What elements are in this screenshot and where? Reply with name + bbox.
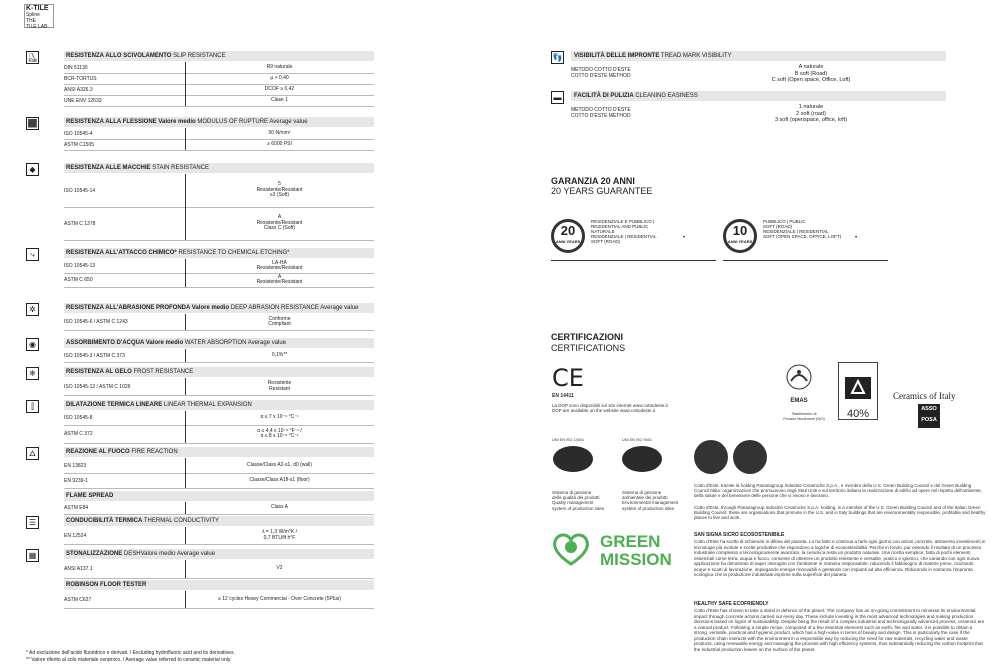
spec-subtitle: DESHValore medio Average value [123,551,216,557]
spec-title: DILATAZIONE TERMICA LINEARE [66,402,163,408]
spec-standard: EN 12524 [64,527,186,544]
spec-section-header [64,516,374,526]
gbc-text-en: Cotto d'Este, through Panariagroup Industrie Ceramiche S.p.A. holding, is a member of the U.S. Green Building Council and of the Italian Green Building Council: these are organisations that promote in the U.S. and in Italy buildings that are environmentally responsible, profitable and healthy places to live and work. [694,505,986,521]
spec-section-header [64,51,374,61]
brand-sub: THE [26,18,36,24]
guarantee-box [551,215,716,261]
spec-section-header [64,367,374,377]
footnote: ** Valore riferito al solo materiale ceramico. / Average value referred to ceramic material only. [26,657,232,663]
spec-standard: ISO 10545-6 / ASTM C 1243 [64,314,186,330]
brand-sub: TILE LAB [26,24,48,30]
spec-value: LA-HA Resistente/Resistant [256,259,303,271]
spec-row [64,259,374,274]
spec-value: A Resistente/Resistant Class C (Soft) [256,214,303,232]
ceramics-of-italy-logo: Ceramics of Italy [893,391,956,401]
spec-value: λ = 1,3 W/m°K / 0,7 BTU/ft h°F [262,529,297,541]
spec-value: 50 N/mm² [268,129,291,136]
spec-standard: ASTM C1505 [64,139,186,150]
guarantee-mark: • [855,235,858,241]
spec-title: ASSORBIMENTO D'ACQUA Valore medio [66,340,184,346]
ce-mark-icon: CE [552,364,584,392]
spec-value: DCOF ≥ 0,42 [264,85,295,92]
spec-value: µ > 0,40 [270,74,289,81]
spec-subtitle: CLEANING EASINESS [635,93,698,99]
spec-standard: ASTM C 372 [64,425,186,443]
spec-section-header [64,163,374,173]
spec-section-header [571,51,946,61]
spec-row [64,378,374,396]
en-standard: EN 14411 [552,393,574,399]
spec-standard: ISO 10545-13 [64,259,186,273]
recycled-content-badge [838,362,878,420]
spec-method: METODO COTTO D'ESTE COTTO D'ESTE METHOD [571,67,631,79]
guarantee-subtitle: 20 YEARS GUARANTEE [551,186,653,196]
guarantee-text: RESIDENZIALE E PUBBLICO | RESIDENTIAL AND PUBLIC NATURALE RESIDENZIALE | RESIDENTIAL SOFT (ROAD) [591,219,657,244]
spec-title: STONALIZZAZIONE [66,551,123,557]
weight-icon: ⬛ [27,119,38,128]
guarantee-medal-icon [551,219,585,253]
guarantee-box [723,215,888,261]
spec-standard: ISO 10545-12 / ASTM C 1026 [64,378,186,395]
spec-subtitle: STAIN RESISTANCE [152,165,210,171]
spec-section-header [571,91,946,101]
guarantee-text: PUBBLICO | PUBLIC SOFT (ROAD) RESIDENZIALE | RESIDENTIAL SOFT (OPEN SPACE, OFFICE, LOFT) [763,219,842,239]
spec-value: ≥ 12 cycles Heavy Commercial - Over Concrete (5Plus) [218,595,341,602]
spec-standard: ISO 10545-4 [64,128,186,139]
spec-subtitle: SLIP RESISTANCE [173,53,226,59]
spec-title: RESISTENZA ALL'ATTACCO CHIMICO* [66,250,177,256]
spec-standard: ISO 10545-14 [64,174,186,207]
spec-row [64,174,374,208]
spec-standard: ASTM C 650 [64,273,186,287]
spec-row [64,425,374,444]
green-mission-line2: MISSION [600,550,672,569]
water-drop-icon: ◉ [26,338,39,351]
green-mission-line1: GREEN [600,532,661,551]
slip-icon: ⛸ [27,53,38,62]
stain-icon: ◆ [26,163,39,176]
spec-value: R9 naturale [266,63,293,70]
eco-title-it: SAN SIGNA SICRO ECOSOSTENIBILE [694,532,785,538]
spec-title: RESISTENZA ALL'ABRASIONE PROFONDA Valore medio [66,305,230,311]
spec-subtitle: FIRE REACTION [131,449,178,455]
flame-icon: 🜂 [26,447,39,460]
spec-title: RESISTENZA ALLA FLESSIONE Valore medio [66,119,196,125]
spec-row [64,139,374,151]
abrasion-icon: ✲ [26,303,39,316]
spec-value: α ≤ 4,4 x 10⁻⁶ °F⁻¹ / α ≤ 8 x 10⁻⁶ °C⁻¹ [257,427,302,439]
spec-value: V2 [276,565,283,572]
guarantee-mark: • [683,235,686,241]
guarantee-years-label: ANNI YEARS [727,239,753,244]
spec-title: CONDUCIBILITÀ TERMICA [66,518,143,524]
spec-standard: ASTM C627 [64,591,186,608]
spec-standard: BCR-TORTUS [64,73,186,84]
spec-title: RESISTENZA ALLE MACCHIE [66,165,151,171]
spec-row [64,560,374,579]
spec-row [64,273,374,288]
iso-certification-seal-icon [553,446,593,472]
spec-subtitle: TREAD MARK VISIBILITY [660,53,732,59]
eco-body-it: Cotto d'Este ha scelto di schierarsi in difesa del pianeta. Lo ha fatto e continua a farlo ogni giorno con azioni concrete, attraverso investimenti in tecnologie più evolute e scelte produttive che rispondono a logiche di ecosostenibilità. Perché in fondo, pur essendo il risultato di un processo industriale complesso e tecnologicamente avanzato, la ceramica resta un prodotto naturale. Una ricetta semplice, fatta di pochi elementi essenziali come terra, acqua e fuoco, consente di ottenere un prodotto resistente e versatile, pratico e igienico, che variando con ogni nuova applicazione ha dimostrato di saper interagire con l'ambiente in maniera responsabile: riducendo il fabbisogno di materie prime, riciclando acque e scarti di lavorazione, impiegando energie rinnovabili e gestendo con impianti ad alta efficienza. Riducendo in sostanza l'impronta ecologica che la produzione industriale imprime sulla superficie del pianeta. [694,539,986,577]
dop-note: La DOP sono disponibili sul sito internet www.cottodeste.it DOP are available on the website www.cottodeste.it [552,403,668,414]
spec-title: VISIBILITÀ DELLE IMPRONTE [574,53,660,59]
spec-method: METODO COTTO D'ESTE COTTO D'ESTE METHOD [571,107,631,119]
brand-name: K-TILE [26,5,49,12]
cleaning-icon: ▬ [551,91,564,104]
radiator-icon: ☰ [26,516,39,529]
spec-value: A Resistente/Resistant [256,273,303,285]
spec-standard: ANSI A326.3 [64,84,186,95]
spec-standard: EN 9239-1 [64,473,186,488]
iso9001-label: UNI EN ISO 9001 [622,438,652,442]
spec-row [64,207,374,241]
spec-row [64,314,374,331]
gbc-italia-seal-icon [694,440,728,474]
usgbc-seal-icon [733,440,767,474]
assoposa-logo: ASSO POSA [918,404,940,428]
chemical-icon: ⤷ [26,248,39,261]
recycled-percent: 40% [846,408,870,420]
spec-value: Class A [271,504,288,511]
emas-note: Stabilimento di Fiorano Modenese (MO) [783,412,825,421]
spec-row [64,591,374,609]
spec-value: Resistente Resistant [267,380,292,392]
spec-row [64,349,374,363]
guarantee-years-label: ANNI YEARS [555,239,581,244]
iso14001-label: UNI EN ISO 14001 [552,438,585,442]
spec-value: 0,1%** [271,351,288,358]
spec-title: ROBINSON FLOOR TESTER [66,582,147,588]
brand-sub: Spline [26,12,40,18]
spec-value: 1 naturale 2 soft (road) 3 soft (openspace, office, loft) [774,104,848,123]
green-mission-logo [600,533,672,569]
spec-row [64,502,374,515]
spec-standard: EN 13823 [64,458,186,473]
brand-logo [24,4,54,28]
spec-title: RESISTENZA AL GELO [66,369,132,375]
spec-row [64,527,374,545]
spec-standard: ISO 10545-8 [64,411,186,425]
certifications-subtitle: CERTIFICATIONS [551,343,626,353]
spec-standard: DIN 51130 [64,62,186,73]
spec-value: ≥ 6000 PSI [267,140,292,147]
spec-value: Classe/Class A2-s1, d0 (wall) [246,461,313,468]
spec-subtitle: RESISTANCE TO CHEMICAL ETCHING* [178,250,290,256]
thermometer-icon: ⫿ [26,400,39,413]
spec-standard: UNE ENV 12633 [64,95,186,106]
certifications-title: CERTIFICAZIONI [551,332,623,342]
spec-title: REAZIONE AL FUOCO [66,449,130,455]
spec-row [64,458,374,474]
guarantee-medal-icon [723,219,757,253]
guarantee-years-number: 20 [560,223,576,238]
emas-label: EMAS [790,398,808,404]
spec-standard: ASTM E84 [64,502,186,514]
guarantee-title: GARANZIA 20 ANNI [551,176,635,186]
iso-note-quality: Sistema di gestione della qualità dei prodotti Quality management system of production sites [552,490,605,511]
spec-title: FLAME SPREAD [66,493,114,499]
spec-value: Conforme Compliant [268,315,291,327]
spec-section-header [64,248,374,258]
grid-icon: ▦ [26,549,39,562]
emas-logo [782,363,816,408]
footnote: * Ad esclusione dell'acido fluoridrico e derivati. / Excluding hydrofluoric acid and its derivatives. [26,650,235,656]
footprint-icon: 👣 [552,53,563,62]
spec-title: RESISTENZA ALLO SCIVOLAMENTO [66,53,172,59]
spec-value: α ≤ 7 x 10⁻⁶ °C⁻¹ [260,414,299,421]
guarantee-years-number: 10 [732,223,748,238]
spec-section-header [64,117,374,127]
snowflake-icon: ❄ [26,367,39,380]
spec-subtitle: MODULUS OF RUPTURE Average value [197,119,308,125]
spec-value: Clase 1 [271,96,288,103]
spec-section-header [64,491,374,501]
spec-section-header [64,447,374,457]
eco-title-en: HEALTHY SAFE ECOFRIENDLY [694,601,769,607]
spec-row [64,473,374,489]
spec-standard: ISO 10545-3 / ASTM C 373 [64,349,186,362]
iso-certification-seal-icon [622,446,662,472]
spec-section-header [64,338,374,348]
spec-row [64,95,374,107]
green-mission-heart-icon [552,532,590,566]
spec-section-header [64,303,374,313]
spec-title: FACILITÀ DI PULIZIA [574,93,634,99]
iso-note-environment: Sistema di gestione ambientale dei prodotti Environmental management system of production sites [622,490,679,511]
gbc-text-it: Cotto d'Este, tramite la holding Panariagroup Industrie Ceramiche S.p.A., è membro della U.S. Green Building Council e del Green Building Council Italia: organizzazioni che promuovono negli Stati Uniti e sul territorio italiano la realizzazione di edifici ad opere nel rispetto dell'ambiente, della salute e del benessere delle persone che vi vivono e lavorano. [694,483,983,499]
spec-section-header [64,400,374,410]
spec-section-header [64,580,374,590]
spec-standard: ASTM C 1378 [64,207,186,240]
spec-subtitle: WATER ABSORPTION Average value [184,340,287,346]
spec-subtitle: FROST RESISTANCE [133,369,194,375]
spec-row [64,411,374,426]
eco-body-en: Cotto d'Este has chosen to take a stand in defence of the planet. The company has an on-going commitment to minimise its environmental impact through concrete actions carried out every day. These include investing in the most advanced technologies and making production decisions based on logics of sustainability. Despite being the result of a complex industrial and technologically advanced process, ceramics are a natural product. Following a simple recipe, composed of a few essential elements such as earth, fire and water, it is possible to obtain a strong, versatile, practical and hygienic product, which has a high-value in terms of beauty and design. This is particularly the case if the production chain interacts with the environment in a responsible way by reducing the need for raw materials, recycling water and waste products, using renewable energy and managing the process with high efficiency systems, thus substantially reducing the carbon footprint that the industrial production leaves on the surface of the planet. [694,608,985,652]
emas-icon [782,363,816,393]
spec-subtitle: THERMAL CONDUCTIVITY [143,518,220,524]
spec-standard: ANSI A137.1 [64,560,186,578]
spec-value: Classe/Class A1fl-s1 (floor) [249,476,310,483]
spec-subtitle: LINEAR THERMAL EXPANSION [163,402,252,408]
spec-section-header [64,549,374,559]
spec-subtitle: DEEP ABRASION RESISTANCE Average value [230,305,359,311]
spec-value: 5 Resistente/Resistant ≥3 (Soft) [256,181,303,199]
recycle-icon [839,363,877,403]
spec-value: A naturale B soft (Road) C soft (Open space, Office, Loft) [771,64,851,83]
